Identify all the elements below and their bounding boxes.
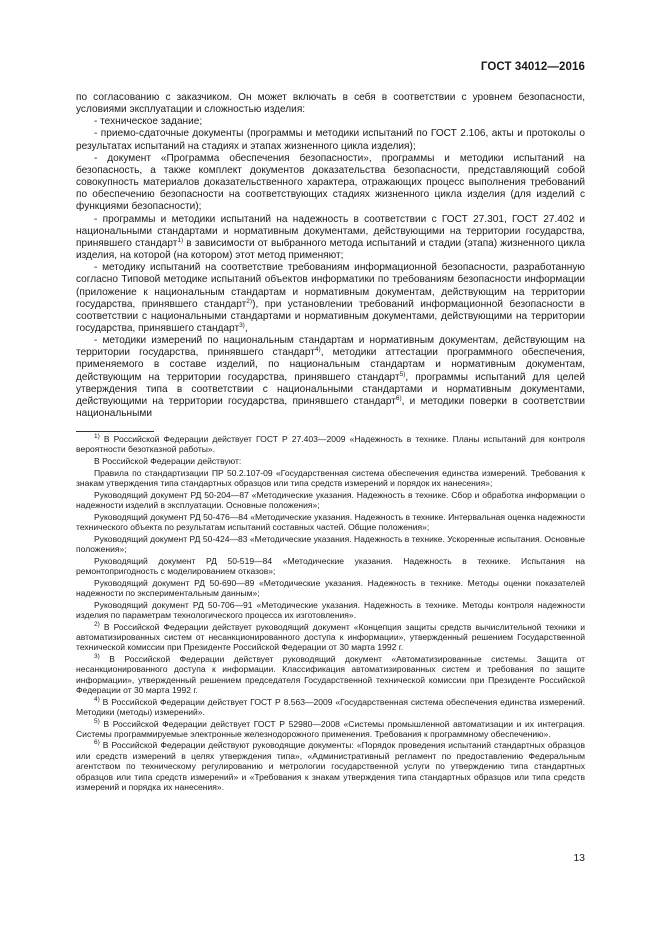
list-item-technical-task: - техническое задание; [94,116,203,128]
footnote-divider [76,431,154,432]
footnote-1-item: Руководящий документ РД 50-690—89 «Методические указания. Надежность в технике. Методы оценки показателей надежности по экспериментальным данным»; [76,577,585,598]
page-number: 13 [573,852,585,864]
footnote-ref-1: 1) [177,236,184,244]
footnote-2: $^{2)}$ В Российской Федерации действует руководящий документ «Концепция защиты средств вычислительной техники и автоматизированных систем от несанкционированного доступа к информации», утвержденный решением Государственной технической комиссии при Президенте Российской Федерации от 30 марта 1992 г. [76,620,585,653]
list-item-reliability-tests: - программы и методики испытаний на надежность в соответствии с ГОСТ 27.301, ГОСТ 27.402 и национальными стандартами и нормативным документами, действующими на территории государства, принявшего стандарт$^{1)}$ в зависимости от выбранного метода испытаний и стадии (этапа) жизненного цикла изделия, на которой (на котором) этот метод применяют; [76,213,585,262]
standard-id-header: ГОСТ 34012—2016 [480,61,585,73]
footnote-3: $^{3)}$ В Российской Федерации действует руководящий документ «Автоматизированные системы. Защита от несанкционированного доступа к информации. Классификация автоматизированных систем и требования по защите информации», утвержденный решением председателя Государственной технической комиссии при Президенте Российской Федерации от 30 марта 1992 г. [76,652,585,695]
footnote-1-intro: В Российской Федерации действуют: [94,455,242,466]
footnote-1-item: Правила по стандартизации ПР 50.2.107-09 «Государственная система обеспечения единства измерений. Требования к знакам утверждения типа стандартных образцов или типа средств измерений и порядок их нанесения»; [76,467,585,488]
footnote-1-item: Руководящий документ РД 50-476—84 «Методические указания. Надежность в технике. Интервальная оценка надежности технического объекта по результатам испытаний составных частей. Общие положения»; [76,511,585,532]
footnote-1-item: Руководящий документ РД 50-519—84 «Методические указания. Надежность в технике. Испытания на ремонтопригодность с моделированием отказов»; [76,555,585,576]
footnote-1-item: Руководящий документ РД 50-204—87 «Методические указания. Надежность в технике. Сбор и обработка информации о надежности изделий в эксплуатации. Основные положения»; [76,489,585,510]
footnote-4: $^{4)}$ В Российской Федерации действует ГОСТ Р 8.563—2009 «Государственная система обеспечения единства измерений. Методики (методы) измерений». [76,695,585,717]
footnotes [76,434,585,794]
footnote-1: $^{1)}$ В Российской Федерации действует ГОСТ Р 27.403—2009 «Надежность в технике. Планы испытаний для контроля вероятности безотказной работы». [76,433,585,455]
footnote-1-item: Руководящий документ РД 50-706—91 «Методические указания. Надежность в технике. Методы контроля надежности изделия по параметрам технологического процесса их изготовления». [76,599,585,620]
footnote-ref-3: 3) [239,321,245,329]
footnote-ref-2: 2) [246,297,253,305]
footnote-ref-5: 5) [399,370,406,378]
list-item-measurement-methods: - методики измерений по национальным стандартам и нормативным документам, действующим на территории государства, принявшего стандарт$^{4)}$, методики аттестации программного обеспечения, применяемого в составе изделий, по национальным стандартам и нормативным документам, действующим на территории государства, принявшего стандарт$^{5)}$, программы испытаний для целей утверждения типа в соответствии с национальными стандартами и нормативным документами, действующими на территории государства, принявшего стандарт$^{6)}$, и методики поверки в соответствии национальными [76,335,586,420]
paragraph-intro: по согласованию с заказчиком. Он может включать в себя в соответствии с уровнем безопасности, условиями эксплуатации и сложностью изделия: [76,92,585,116]
main-text [76,92,585,420]
footnote-5: $^{5)}$ В Российской Федерации действует ГОСТ Р 52980—2008 «Системы промышленной автоматизации и их интеграция. Системы программируемые электронные железнодорожного применения. Требования к программному обеспечению». [76,717,585,739]
footnote-ref-6: 6) [395,394,402,402]
footnote-ref-4: 4) [314,346,321,354]
footnote-6: $^{6)}$ В Российской Федерации действуют руководящие документы: «Порядок проведения испытаний стандартных образцов или средств измерений в целях утверждения типа», «Административный регламент по предоставлению Федеральным агентством по техническому регулированию и метрологии государственной услуги по утверждению типа стандартных образцов или типа средств измерений» и «Требования к знакам утверждения типа стандартных образцов или типа средств измерений и порядка их нанесения». [76,739,585,792]
footnote-1-item: Руководящий документ РД 50-424—83 «Методические указания. Надежность в технике. Ускоренные испытания. Основные положения»; [76,533,585,554]
list-item-safety-program: - документ «Программа обеспечения безопасности», программы и методики испытаний на безопасность, а также комплект документов доказательства безопасности, представляющий собой совокупность материалов доказательственного характера, отражающих процесс выполнения требований по обеспечению безопасности на соответствующих стадиях жизненного цикла изделия (для изделий с функциями безопасности); [76,152,585,213]
list-item-infosec-method: - методику испытаний на соответствие требованиям информационной безопасности, разработанную согласно Типовой методике испытаний объектов информатики по требованиям безопасности информации (приложение к национальным стандартам и нормативным документам, действующим на территории государства, принявшего стандарт$^{2)}$), при установлении требований информационной безопасности в соответствии с национальными стандартами и нормативным документами, действующими на территории государства, принявшего стандарт$^{3)}$, [76,262,585,334]
list-item-acceptance-docs: - приемо-сдаточные документы (программы и методики испытаний по ГОСТ 2.106, акты и протоколы о результатах испытаний на стадиях и этапах жизненного цикла изделия); [76,128,585,152]
